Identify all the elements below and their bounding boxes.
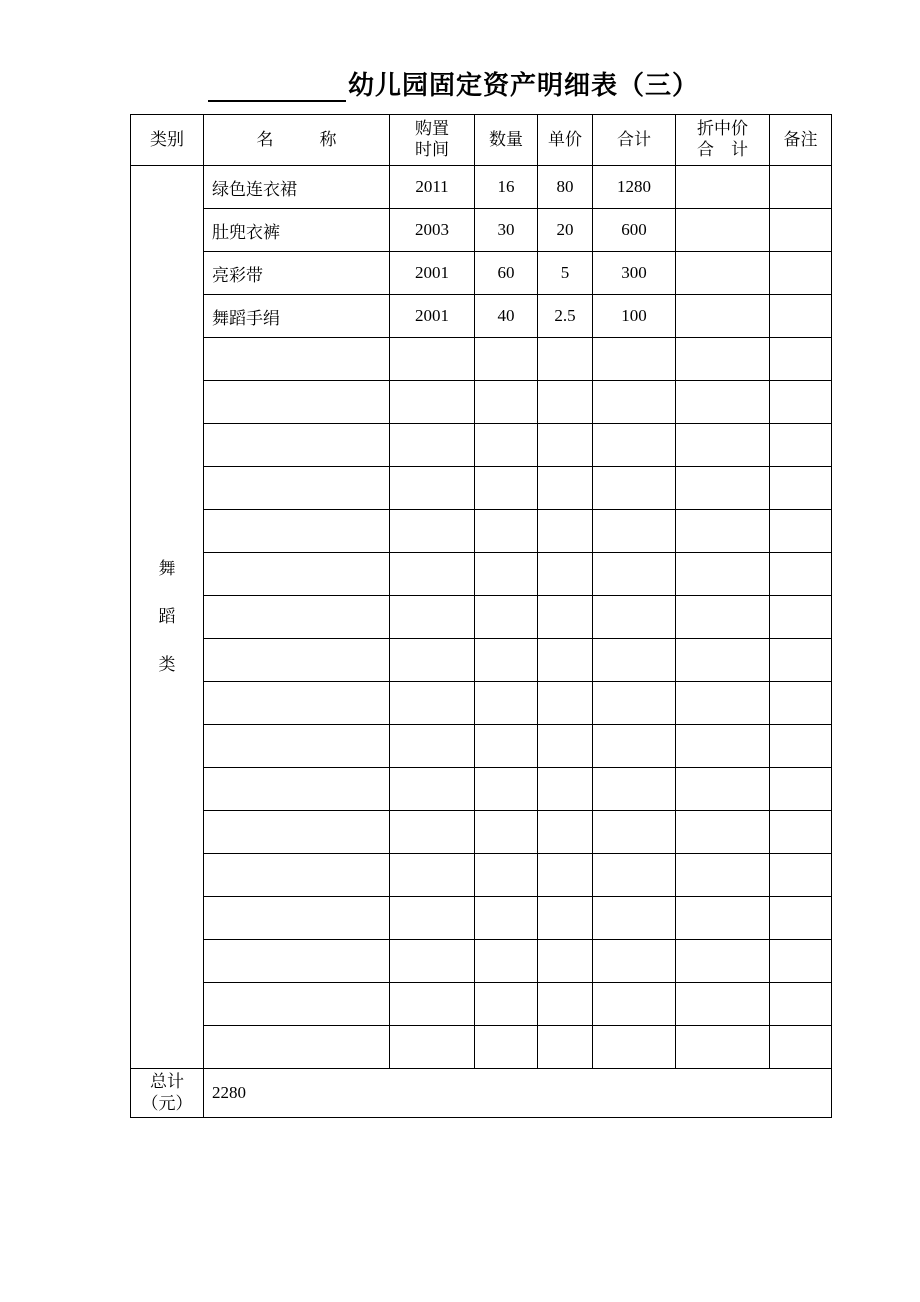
item-name-cell <box>204 338 390 381</box>
depreciated-total-cell <box>676 467 770 510</box>
quantity-cell <box>475 811 538 854</box>
header-purchase-line2: 时间 <box>415 140 449 160</box>
asset-table <box>130 114 832 1118</box>
unit-price-cell: 2.5 <box>538 295 593 338</box>
depreciated-total-cell <box>676 639 770 682</box>
depreciated-total-cell <box>676 209 770 252</box>
header-row <box>131 115 832 166</box>
remarks-cell <box>770 510 832 553</box>
total-cell <box>593 682 676 725</box>
remarks-cell <box>770 983 832 1026</box>
table-row <box>131 338 832 381</box>
title-blank-line <box>208 70 346 102</box>
remarks-cell <box>770 768 832 811</box>
remarks-cell <box>770 424 832 467</box>
quantity-cell <box>475 381 538 424</box>
item-name-cell <box>204 768 390 811</box>
unit-price-cell <box>538 338 593 381</box>
unit-price-cell <box>538 983 593 1026</box>
total-cell <box>593 381 676 424</box>
item-name-cell <box>204 424 390 467</box>
total-cell <box>593 768 676 811</box>
depreciated-total-cell <box>676 897 770 940</box>
item-name-cell: 舞蹈手绢 <box>204 295 390 338</box>
title-text: 幼儿园固定资产明细表（三） <box>348 71 700 101</box>
remarks-cell <box>770 553 832 596</box>
total-row <box>131 1069 832 1118</box>
purchase-year-cell <box>390 510 475 553</box>
remarks-cell <box>770 854 832 897</box>
purchase-year-cell <box>390 381 475 424</box>
depreciated-total-cell <box>676 338 770 381</box>
quantity-cell <box>475 467 538 510</box>
depreciated-total-cell <box>676 768 770 811</box>
purchase-year-cell <box>390 983 475 1026</box>
item-name-cell <box>204 596 390 639</box>
quantity-cell: 60 <box>475 252 538 295</box>
table-row <box>131 596 832 639</box>
remarks-cell <box>770 295 832 338</box>
purchase-year-cell <box>390 639 475 682</box>
table-row <box>131 897 832 940</box>
table-row <box>131 381 832 424</box>
item-name-cell: 肚兜衣裤 <box>204 209 390 252</box>
quantity-cell <box>475 596 538 639</box>
item-name-cell <box>204 467 390 510</box>
item-name-cell <box>204 940 390 983</box>
item-name-cell <box>204 639 390 682</box>
total-label-line: （元） <box>141 1094 193 1114</box>
depreciated-total-cell <box>676 811 770 854</box>
purchase-year-cell <box>390 424 475 467</box>
unit-price-cell <box>538 725 593 768</box>
purchase-year-cell <box>390 596 475 639</box>
purchase-year-cell <box>390 682 475 725</box>
unit-price-cell: 80 <box>538 166 593 209</box>
unit-price-cell <box>538 424 593 467</box>
purchase-year-cell: 2011 <box>390 166 475 209</box>
depreciated-total-cell <box>676 381 770 424</box>
total-cell: 600 <box>593 209 676 252</box>
depreciated-total-cell <box>676 1026 770 1069</box>
remarks-cell <box>770 725 832 768</box>
quantity-cell <box>475 1026 538 1069</box>
quantity-cell <box>475 940 538 983</box>
remarks-cell <box>770 811 832 854</box>
table-row <box>131 510 832 553</box>
header-remarks: 备注 <box>770 115 832 166</box>
grand-total-value: 2280 <box>204 1069 832 1118</box>
purchase-year-cell <box>390 1026 475 1069</box>
header-name <box>204 115 390 166</box>
remarks-cell <box>770 897 832 940</box>
category-char: 蹈 <box>158 607 176 627</box>
total-cell <box>593 1026 676 1069</box>
unit-price-cell <box>538 510 593 553</box>
remarks-cell <box>770 209 832 252</box>
header-depreciated-line2: 合 计 <box>697 140 748 160</box>
table-row <box>131 166 832 209</box>
item-name-cell <box>204 854 390 897</box>
total-label-line: 总计 <box>150 1072 184 1092</box>
unit-price-cell: 20 <box>538 209 593 252</box>
remarks-cell <box>770 166 832 209</box>
total-cell <box>593 983 676 1026</box>
table-row <box>131 553 832 596</box>
header-total: 合计 <box>593 115 676 166</box>
quantity-cell <box>475 338 538 381</box>
quantity-cell <box>475 682 538 725</box>
total-cell <box>593 811 676 854</box>
table-row <box>131 467 832 510</box>
item-name-cell <box>204 682 390 725</box>
total-cell <box>593 897 676 940</box>
total-cell <box>593 596 676 639</box>
item-name-cell <box>204 725 390 768</box>
purchase-year-cell <box>390 768 475 811</box>
item-name-cell <box>204 510 390 553</box>
total-cell <box>593 424 676 467</box>
depreciated-total-cell <box>676 983 770 1026</box>
item-name-cell <box>204 897 390 940</box>
table-body <box>131 166 832 1118</box>
quantity-cell <box>475 897 538 940</box>
remarks-cell <box>770 940 832 983</box>
table-row <box>131 725 832 768</box>
unit-price-cell <box>538 682 593 725</box>
table-row <box>131 811 832 854</box>
quantity-cell <box>475 424 538 467</box>
table-row <box>131 639 832 682</box>
total-cell <box>593 510 676 553</box>
category-cell <box>131 166 204 1069</box>
header-depreciated-line1: 折中价 <box>697 119 748 139</box>
purchase-year-cell <box>390 338 475 381</box>
remarks-cell <box>770 381 832 424</box>
quantity-cell <box>475 725 538 768</box>
table-row <box>131 1026 832 1069</box>
unit-price-cell <box>538 467 593 510</box>
unit-price-cell <box>538 1026 593 1069</box>
depreciated-total-cell <box>676 725 770 768</box>
depreciated-total-cell <box>676 940 770 983</box>
table-row <box>131 295 832 338</box>
purchase-year-cell <box>390 940 475 983</box>
unit-price-cell <box>538 639 593 682</box>
item-name-cell <box>204 553 390 596</box>
table-row <box>131 682 832 725</box>
unit-price-cell <box>538 897 593 940</box>
purchase-year-cell <box>390 897 475 940</box>
depreciated-total-cell <box>676 295 770 338</box>
remarks-cell <box>770 682 832 725</box>
depreciated-total-cell <box>676 596 770 639</box>
item-name-cell <box>204 811 390 854</box>
header-quantity: 数量 <box>475 115 538 166</box>
unit-price-cell <box>538 553 593 596</box>
total-cell <box>593 854 676 897</box>
remarks-cell <box>770 596 832 639</box>
remarks-cell <box>770 252 832 295</box>
total-cell <box>593 553 676 596</box>
total-cell: 1280 <box>593 166 676 209</box>
total-cell <box>593 940 676 983</box>
remarks-cell <box>770 1026 832 1069</box>
header-depreciated-total <box>676 115 770 166</box>
category-char: 类 <box>158 655 176 675</box>
unit-price-cell <box>538 596 593 639</box>
document-title <box>208 62 699 102</box>
header-category: 类别 <box>131 115 204 166</box>
purchase-year-cell <box>390 854 475 897</box>
header-unit-price: 单价 <box>538 115 593 166</box>
depreciated-total-cell <box>676 252 770 295</box>
table-row <box>131 854 832 897</box>
table-row <box>131 252 832 295</box>
quantity-cell <box>475 510 538 553</box>
depreciated-total-cell <box>676 682 770 725</box>
table-row <box>131 983 832 1026</box>
total-label <box>131 1069 204 1118</box>
quantity-cell: 30 <box>475 209 538 252</box>
remarks-cell <box>770 338 832 381</box>
quantity-cell: 40 <box>475 295 538 338</box>
unit-price-cell <box>538 811 593 854</box>
quantity-cell <box>475 983 538 1026</box>
quantity-cell <box>475 639 538 682</box>
total-cell <box>593 338 676 381</box>
purchase-year-cell <box>390 725 475 768</box>
depreciated-total-cell <box>676 553 770 596</box>
quantity-cell <box>475 768 538 811</box>
table-row <box>131 209 832 252</box>
item-name-cell: 亮彩带 <box>204 252 390 295</box>
purchase-year-cell: 2001 <box>390 295 475 338</box>
header-purchase-line1: 购置 <box>415 119 449 139</box>
header-name-part2: 称 <box>319 129 337 150</box>
purchase-year-cell: 2003 <box>390 209 475 252</box>
remarks-cell <box>770 639 832 682</box>
total-cell <box>593 725 676 768</box>
purchase-year-cell <box>390 811 475 854</box>
category-char: 舞 <box>158 559 176 579</box>
total-cell: 300 <box>593 252 676 295</box>
table-row <box>131 424 832 467</box>
depreciated-total-cell <box>676 854 770 897</box>
item-name-cell <box>204 381 390 424</box>
depreciated-total-cell <box>676 166 770 209</box>
unit-price-cell <box>538 381 593 424</box>
unit-price-cell: 5 <box>538 252 593 295</box>
remarks-cell <box>770 467 832 510</box>
unit-price-cell <box>538 940 593 983</box>
item-name-cell <box>204 1026 390 1069</box>
total-cell <box>593 467 676 510</box>
table-row <box>131 768 832 811</box>
depreciated-total-cell <box>676 510 770 553</box>
unit-price-cell <box>538 768 593 811</box>
total-cell <box>593 639 676 682</box>
total-cell: 100 <box>593 295 676 338</box>
item-name-cell: 绿色连衣裙 <box>204 166 390 209</box>
purchase-year-cell <box>390 553 475 596</box>
table-row <box>131 940 832 983</box>
header-purchase-time <box>390 115 475 166</box>
quantity-cell: 16 <box>475 166 538 209</box>
unit-price-cell <box>538 854 593 897</box>
purchase-year-cell <box>390 467 475 510</box>
item-name-cell <box>204 983 390 1026</box>
depreciated-total-cell <box>676 424 770 467</box>
purchase-year-cell: 2001 <box>390 252 475 295</box>
quantity-cell <box>475 854 538 897</box>
quantity-cell <box>475 553 538 596</box>
header-name-part1: 名 <box>256 129 274 150</box>
